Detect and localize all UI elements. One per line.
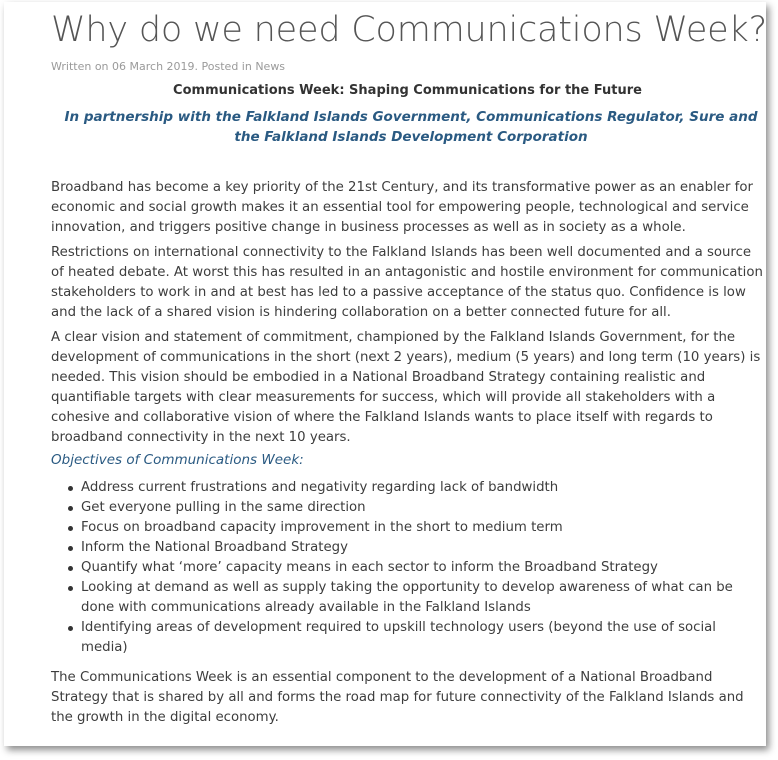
objectives-list bbox=[51, 478, 764, 658]
article-meta: Written on 06 March 2019. Posted in News bbox=[51, 60, 286, 73]
objectives-heading: Objectives of Communications Week: bbox=[51, 452, 304, 468]
paragraph-broadband: Broadband has become a key priority of the 21st Century, and its transformative power as an enabler for economic and social growth makes it an essential tool for empowering people, technological and service innovation, and triggers positive change in business processes as well as in society as a whole. bbox=[51, 180, 753, 235]
closing-paragraph: The Communications Week is an essential component to the development of a National Broadband Strategy that is shared by all and forms the road map for future connectivity of the Falkland Islands and the growth in the digital economy. bbox=[51, 670, 744, 725]
list-item: Focus on broadband capacity improvement in the short to medium term bbox=[81, 518, 764, 538]
article-subtitle: Communications Week: Shaping Communications for the Future bbox=[173, 83, 642, 98]
article-card bbox=[4, 2, 766, 746]
list-item: Inform the National Broadband Strategy bbox=[81, 538, 764, 558]
list-item: Identifying areas of development required to upskill technology users (beyond the use of social media) bbox=[81, 618, 764, 658]
partnership-note: In partnership with the Falkland Islands Government, Communications Regulator, Sure and the Falkland Islands Development Corporation bbox=[64, 109, 758, 145]
list-item: Address current frustrations and negativity regarding lack of bandwidth bbox=[81, 478, 764, 498]
list-item: Quantify what ‘more’ capacity means in each sector to inform the Broadband Strategy bbox=[81, 558, 764, 578]
page-title: Why do we need Communications Week? bbox=[51, 10, 767, 50]
paragraph-vision: A clear vision and statement of commitment, championed by the Falkland Islands Government, for the development of communications in the short (next 2 years), medium (5 years) and long term (10 years) is needed. This vision should be embodied in a National Broadband Strategy containing realistic and quantifiable targets with clear measurements for success, which will provide all stakeholders with a cohesive and collaborative vision of where the Falkland Islands wants to place itself with regards to broadband connectivity in the next 10 years. bbox=[51, 330, 761, 445]
paragraph-restrictions: Restrictions on international connectivity to the Falkland Islands has been well documented and a source of heated debate. At worst this has resulted in an antagonistic and hostile environment for communication stakeholders to work in and at best has led to a passive acceptance of the status quo. Confidence is low and the lack of a shared vision is hindering collaboration on a better connected future for all. bbox=[51, 245, 763, 320]
list-item: Get everyone pulling in the same direction bbox=[81, 498, 764, 518]
article-body bbox=[51, 178, 764, 453]
list-item: Looking at demand as well as supply taking the opportunity to develop awareness of what can be done with communications already available in the Falkland Islands bbox=[81, 578, 764, 618]
